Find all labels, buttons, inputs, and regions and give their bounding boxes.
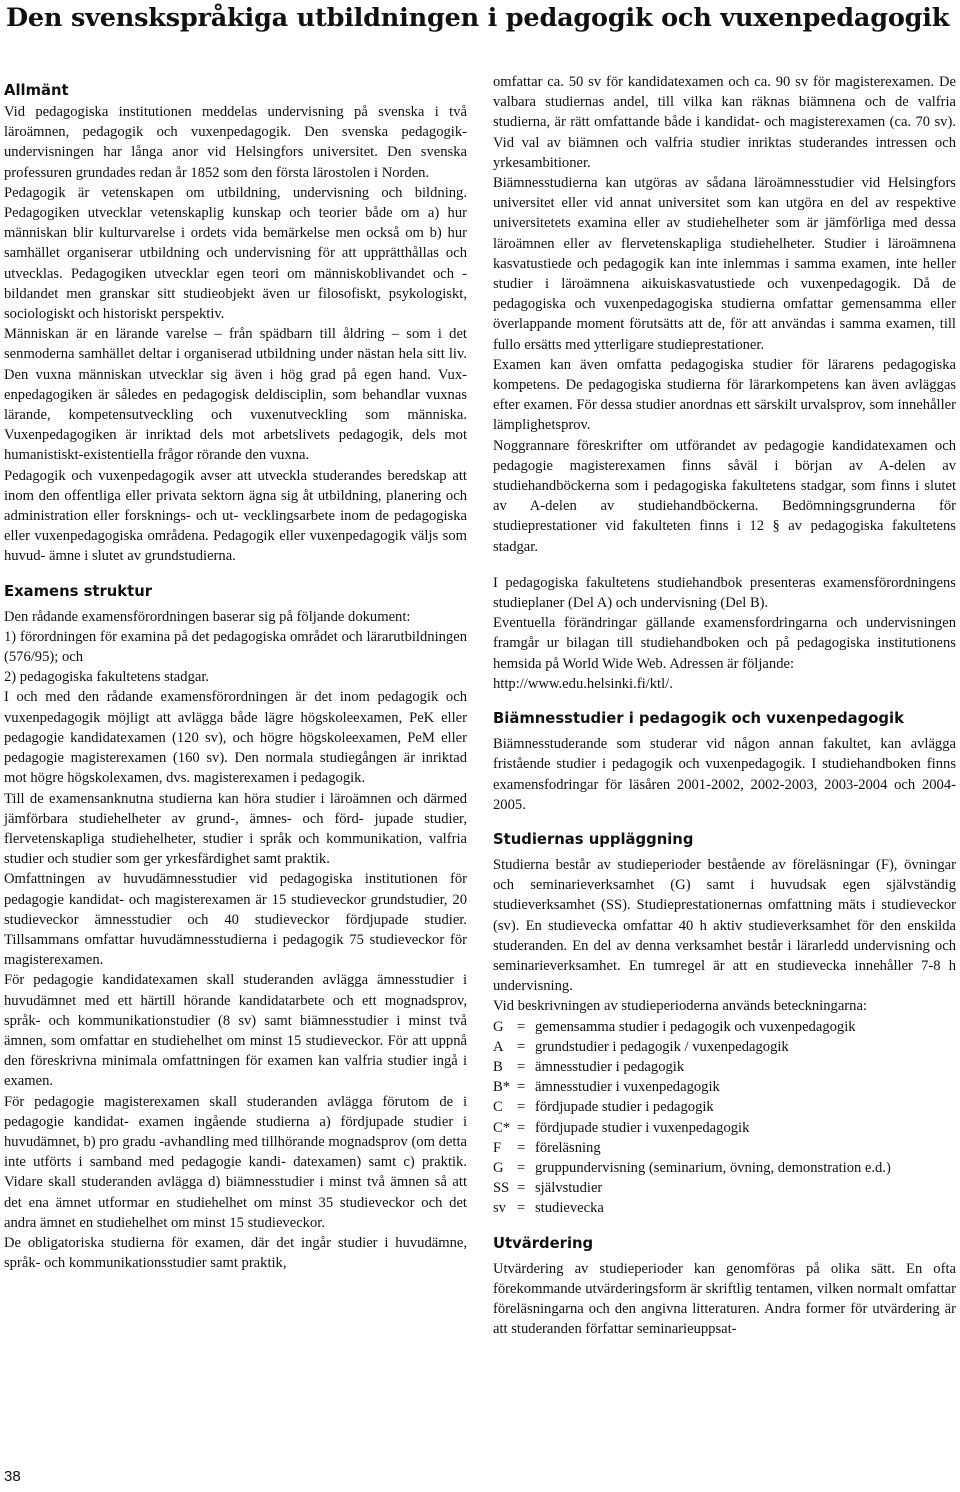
abbreviation-list <box>493 1017 956 1219</box>
left-column <box>4 80 467 1273</box>
paragraph: Examen kan även omfatta pedagogiska studier för lärarens pedagogiska kompetens. De pedagogiska studierna för lärarkompetens kan även avläggas efter examen. För dessa studier anordnas ett särskilt urvalsprov, som innehåller lämplighetsprov. <box>493 356 956 434</box>
paragraph: Till de examensanknutna studierna kan höra studier i läroämnen och därmed jämförbara studiehelheter av grund-, ämnes- och förd- jupade studier, flervetenskapliga studiehelheter, studier i språk och kommunikation, valfria studier och studier som ger yrkesfärdighet samt praktik. <box>4 790 467 868</box>
paragraph: I och med den rådande examensförordningen är det inom pedagogik och vuxenpedagogik möjligt att avlägga både lägre högskoleexamen, PeK eller pedagogie kandidatexamen (120 sv), och högre högskoleexamen, PeM eller pedagogie magisterexamen (160 sv). Den normala studiegången är inriktad mot högre högskolexamen, dvs. magisterexamen i pedagogik. <box>4 689 467 787</box>
paragraph: Biämnesstudierna kan utgöras av sådana läroämnesstudier vid Helsingfors universitet eller vid annat universitet som kan utgöra en del av respektive universitetets examina eller av studiehelheter som är jämförliga med dessa läroämnen eller av flervetenskapliga studiehelheter. Studier i läroämnena kasvatustiede och pedagogik kan inte inlemmas i samma examen, inte heller studier i läroämnena aikuiskasvatustiede och vuxenpedagogik. Då de pedagogiska och vuxenpedagogiska studierna omfattar gemensamma eller överlappande moment förutsätts att de, för att användas i samma examen, till fullo ersätts med ytterligare studieprestationer. <box>493 175 956 353</box>
paragraph: Biämnesstuderande som studerar vid någon annan fakultet, kan avlägga fristående studier i pedagogik och vuxenpedagogik. I studiehandboken finns examensfodringar för läsåren 2001-2002, 2002-2003, 2003-2004 och 2004-2005. <box>493 736 956 813</box>
paragraph: Utvärdering av studieperioder kan genomföras på olika sätt. En ofta förekommande utvärderingsform är skriftlig tentamen, vilken normalt omfattar föreläsningarna och den angivna litteraturen. Andra former för utvärdering är att studeranden författar seminarieuppsat- <box>493 1260 956 1338</box>
page-number: 38 <box>4 1468 21 1485</box>
section-heading-allmant: Allmänt <box>4 82 69 99</box>
paragraph: omfattar ca. 50 sv för kandidatexamen och ca. 90 sv för magisterexamen. De valbara studiernas andel, till vilka kan räknas biämnena och de valfria studierna, är rätt omfattande både i kandidat- och magisterexamen (ca. 70 sv). Vid val av biämnen och valfria studier inriktas studerandes intressen och yrkesambitioner. <box>493 74 956 171</box>
paragraph: Eventuella förändringar gällande examensfordringarna och undervisningen framgår ur bilagan till studiehandboken och på pedagogiska institutionens hemsida på World Wide Web. Adressen är följande: <box>493 615 956 672</box>
abbreviation-item: B* = ämnesstudier i vuxenpedagogik <box>493 1079 720 1096</box>
paragraph: För pedagogie kandidatexamen skall studeranden avlägga ämnesstudier i huvudämnet med ett härtill hörande kandidatarbete och ett mognadsprov, språk- och kommunikationstudier (8 sv) samt biämnesstudier i minst två ämnen, som omfattar en studiehelhet om minst 15 studieveckor. För att uppnå den föreskrivna minimala omfattningen för examen kan valfria studier ingå i examen. <box>4 972 467 1090</box>
paragraph: Vid beskrivningen av studieperioderna används beteckningarna: <box>493 998 867 1015</box>
abbreviation-item: C* = fördjupade studier i vuxenpedagogik <box>493 1119 750 1136</box>
abbreviation-item: B = ämnesstudier i pedagogik <box>493 1058 685 1075</box>
paragraph: Vid pedagogiska institutionen meddelas undervisning på svenska i två läroämnen, pedagogik och vuxenpedagogik. Den svenska pedagogik- undervisningen har långa anor vid Helsingfors universitet. Den svenska professuren grundades redan år 1852 som den första lärostolen i Norden. <box>4 104 467 181</box>
paragraph: Pedagogik och vuxenpedagogik avser att utveckla studerandes beredskap att inom den offentliga eller privata sektorn ägna sig åt utbildning, planering och administration eller forsknings- och ut- vecklingsarbete inom de pedagogiska eller vuxenpedagogiska områdena. Pedagogik eller vuxenpedagogik väljs som huvud- ämne i slutet av grundstudierna. <box>4 467 467 565</box>
section-heading-examens-struktur: Examens struktur <box>4 582 153 600</box>
section-heading-biamnesstudier: Biämnesstudier i pedagogik och vuxenpedagogik <box>493 710 904 728</box>
paragraph: För pedagogie magisterexamen skall studeranden avlägga förutom de i pedagogie kandidat- examen ingående studierna a) fördjupade studier i huvudämnet, b) pro gradu -avhandling med tillhörande mognadsprov (om detta inte utförts i samband med pedagogie kandi- datexamen) samt c) praktik. Vidare skall studeranden avlägga d) biämnesstudier i minst två ämnen så att det ena ämnet utformar en studiehelhet om minst 35 studieveckor och det andra ämnet en studiehelhet om minst 15 studieveckor. <box>4 1093 467 1231</box>
paragraph: Människan är en lärande varelse – från spädbarn till åldring – som i det senmoderna samhället deltar i organiserad utbildning under nästan hela sitt liv. Den vuxna människan utvecklar sig även i hög grad på egen hand. Vux- enpedagogiken är således en pedagogisk deldisciplin, som behandlar vuxnas lärande, kompetensutveckling och vuxenutveckling som människa. Vuxenpedagogiken är inriktad dels mot arbetslivets pedagogik, dels mot humanistiskt-existentiella frågor rörande den vuxna. <box>4 326 467 464</box>
paragraph: Studierna består av studieperioder bestående av föreläsningar (F), övningar och seminarieverksamhet (G) samt i huvudsak egen självständig studieverksamhet (SS). Studieprestationernas omfattning mäts i studieveckor (sv). En studievecka omfattar 40 h aktiv studieverksamhet för den enskilda studeranden. En del av denna verksamhet består i lärarledd undervisning och seminarieverksamhet. En tumregel är att en studievecka innehåller 7-8 h undervisning. <box>493 856 956 995</box>
paragraph: De obligatoriska studierna för examen, där det ingår studier i huvudämne, språk- och kommunikationsstudier samt praktik, <box>4 1234 467 1272</box>
paragraph: Pedagogik är vetenskapen om utbildning, undervisning och bildning. Pedagogiken utvecklar vetenskaplig kunskap och teorier både om a) hur människan blir kulturvarelse i ordets vida bemärkelse men också om b) hur samhället organiserar utbildning och undervisning för att upprätthållas och utvecklas. Pedagogiken utvecklar egen teori om människoblivandet och -bildandet men granskar sitt studieobjekt även ur filosofiskt, psykologiskt, sociologiskt och historiskt perspektiv. <box>4 184 467 323</box>
paragraph: Omfattningen av huvudämnesstudier vid pedagogiska institutionen för pedagogie kandidat- och magisterexamen är 15 studieveckor grundstudier, 20 studieveckor ämnesstudier och 40 studieveckor fördjupade studier. Tillsammans omfattar huvudämnesstudierna i pedagogik 75 studieveckor för magisterexamen. <box>4 871 467 969</box>
abbreviation-item: F = föreläsning <box>493 1139 601 1156</box>
paragraph: 2) pedagogiska fakultetens stadgar. <box>4 669 210 686</box>
page-title: Den svenskspråkiga utbildningen i pedagogik och vuxenpedagogik <box>6 3 950 33</box>
abbreviation-item: C = fördjupade studier i pedagogik <box>493 1099 714 1116</box>
paragraph: Noggrannare föreskrifter om utförandet av pedagogie kandidatexamen och pedagogie magisterexamen finns såväl i början av A-delen av studiehandböckerna som i pedagogiska fakultetens stadgar, som finns i slutet av A-delen av studiehandböckerna. Bedömningsgrunderna för studieprestationer vid fakulteten finns i 12 § av pedagogiska fakultetens stadgar. <box>493 437 956 555</box>
abbreviation-item: A = grundstudier i pedagogik / vuxenpedagogik <box>493 1038 789 1055</box>
url-text: http://www.edu.helsinki.fi/ktl/. <box>493 675 673 692</box>
abbreviation-item: sv = studievecka <box>493 1200 604 1217</box>
abbreviation-item: SS = självstudier <box>493 1180 603 1197</box>
right-column <box>493 72 956 1339</box>
section-heading-utvardering: Utvärdering <box>493 1234 594 1252</box>
abbreviation-item: G = gruppundervisning (seminarium, övning, demonstration e.d.) <box>493 1159 891 1176</box>
section-heading-studiernas-upplaggning: Studiernas uppläggning <box>493 830 694 848</box>
paragraph: 1) förordningen för examina på det pedagogiska området och lärarutbildningen (576/95); och <box>4 628 467 666</box>
paragraph: Den rådande examensförordningen baserar sig på följande dokument: <box>4 608 411 625</box>
paragraph: I pedagogiska fakultetens studiehandbok presenteras examensförordningens studieplaner (Del A) och undervisning (Del B). <box>493 574 956 612</box>
abbreviation-item: G = gemensamma studier i pedagogik och vuxenpedagogik <box>493 1018 856 1035</box>
